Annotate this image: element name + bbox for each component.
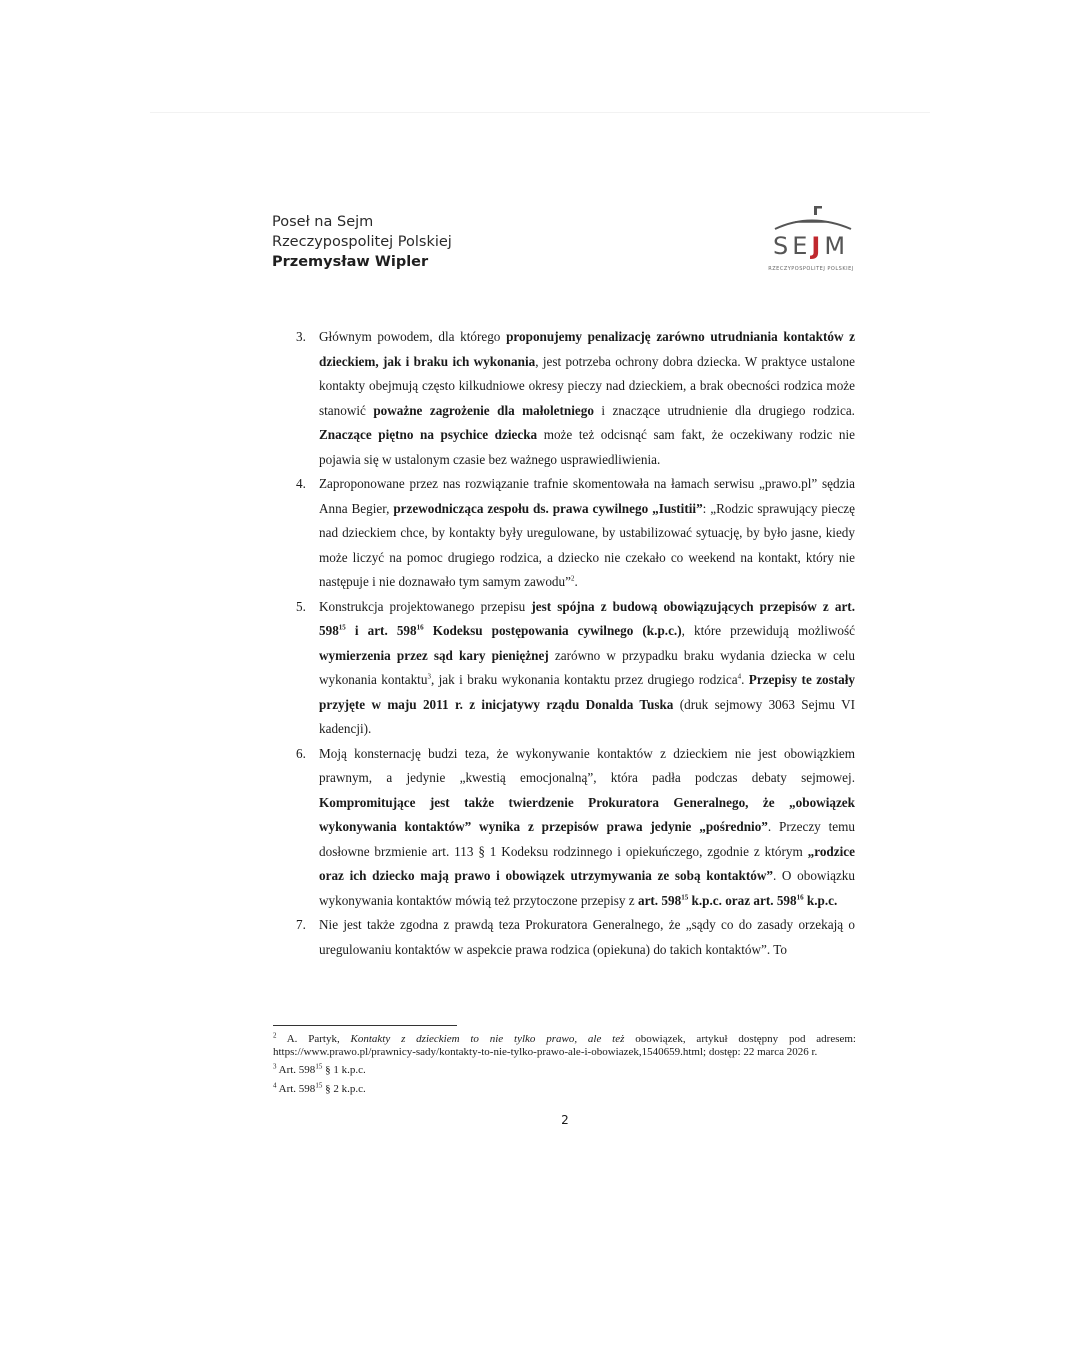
list-item (292, 472, 855, 595)
text-run: proponujemy penalizację zarówno utrudniania kontaktów z dzieckiem, jak i braku ich wykonania (319, 329, 855, 369)
text-run: i art. 598 (345, 623, 417, 638)
logo-letter-m: M (824, 232, 850, 260)
footnote-ref: 15 (315, 1062, 323, 1071)
list-item-number: 7. (296, 917, 306, 932)
footnote-ref: 15 (338, 623, 346, 632)
footnotes (273, 1033, 856, 1101)
text-run: Kodeksu postępowania cywilnego (k.p.c.) (423, 623, 682, 638)
text-run: Kompromitujące jest także twierdzenie Prokuratora Generalnego, że „obowiązek wykonywania kontaktów” wynika z przepisów prawa jedynie „pośrednio” (319, 794, 855, 834)
list-item-text: Konstrukcja projektowanego przepisu jest spójna z budową obowiązujących przepisów z art. $598^{15}$ i art. $598^{16}$ Kodeksu postępowania cywilnego (k.p.c.), które przewidują możliwość wymierzenia przez sąd kary pieniężnej zarówno w przypadku braku wydania dziecka w celu wykonania kontaktu$^3$, jak i braku wykonania kontaktu przez drugiego rodzica$^4$. Przepisy te zostały przyjęte w maju 2011 r. z inicjatywy rządu Donalda Tuska (druk sejmowy 3063 Sejmu VI kadencji). (319, 598, 856, 736)
list-item (292, 325, 855, 472)
letterhead-line-1: Poseł na Sejm (272, 214, 374, 230)
letterhead-name: Przemysław Wipler (272, 254, 429, 270)
numbered-points (292, 325, 855, 962)
footnote-ref: 15 (315, 1080, 323, 1089)
list-item-number: 5. (296, 598, 306, 614)
footnote-ref: 15 (681, 893, 689, 902)
footnote-ref: 16 (796, 893, 804, 902)
text-run: przewodnicząca zespołu ds. prawa cywilnego „Iustitii” (393, 500, 703, 516)
footnote-ref: 3 (427, 672, 431, 681)
text-run: poważne zagrożenie dla małoletniego (373, 402, 594, 418)
letterhead-line-2: Rzeczypospolitej Polskiej (272, 234, 452, 250)
footnote: $^4$ Art. $598^{15}$ § 2 k.p.c. (273, 1080, 366, 1095)
text-run: „rodzice oraz ich dziecko mają prawo i obowiązek utrzymywania ze sobą kontaktów” (319, 843, 855, 883)
list-item-text: Nie jest także zgodna z prawdą teza Prokuratora Generalnego, że „sądy co do zasady orzekają o uregulowaniu kontaktów w aspekcie prawa rodzica (opiekuna) do takich kontaktów”. To (319, 917, 855, 957)
footnote-mark: 4 (273, 1080, 277, 1089)
footnote: $^3$ Art. $598^{15}$ § 1 k.p.c. (273, 1062, 366, 1076)
footnote-separator (273, 1025, 457, 1026)
list-item-number: 3. (296, 329, 306, 344)
list-item-text: Moją konsternację budzi teza, że wykonywanie kontaktów z dzieckiem nie jest obowiązkiem prawnym, a jedynie „kwestią emocjonalną”, która padła podczas debaty sejmowej. Kompromitujące jest także twierdzenie Prokuratora Generalnego, że „obowiązek wykonywania kontaktów” wynika z przepisów prawa jedynie „pośrednio”. Przeczy temu dosłowne brzmienie art. 113 § 1 Kodeksu rodzinnego i opiekuńczego, zgodnie z którym „rodzice oraz ich dziecko mają prawo i obowiązek utrzymywania ze sobą kontaktów”. O obowiązku wykonywania kontaktów mówią też przytoczone przepisy z art. $598^{15}$ k.p.c. oraz art. $598^{16}$ k.p.c. (319, 745, 855, 908)
list-item-text: Zaproponowane przez nas rozwiązanie trafnie skomentowała na łamach serwisu „prawo.pl” sędzia Anna Begier, przewodnicząca zespołu ds. prawa cywilnego „Iustitii”: „Rodzic sprawujący pieczę nad dzieckiem chce, by kontakty były uregulowane, by ustabilizować sytuację, by było jasne, kiedy może liczyć na pomoc drugiego rodzica, a dziecko nie czekało co weekend na kontakt, który nie następuje i nie doznawało tym samym zawodu”$^2$. (319, 476, 856, 589)
list-item (292, 913, 855, 962)
letterhead (272, 212, 452, 272)
footnote-ref: 4 (737, 672, 742, 681)
text-run: Kontakty z dzieckiem to nie tylko prawo, ale też (350, 1033, 625, 1045)
footnote-ref: 16 (416, 623, 424, 632)
list-item-text: Głównym powodem, dla którego proponujemy penalizację zarówno utrudniania kontaktów z dzieckiem, jak i braku ich wykonania, jest potrzeba ochrony dobra dziecka. W praktyce ustalone kontakty obejmują często kilkudniowe okresy pieczy nad dzieckiem, a brak obecności rodzica może stanowić poważne zagrożenie dla małoletniego i znaczące utrudnienie dla drugiego rodzica. Znaczące piętno na psychice dziecka może też odcisnąć sam fakt, że oczekiwany rodzic nie pojawia się w ustalonym czasie bez ważnego usprawiedliwienia. (319, 329, 856, 467)
text-run: wymierzenia przez sąd kary pieniężnej (319, 647, 549, 663)
text-run: k.p.c. oraz art. 598 (688, 892, 797, 908)
page-number: 2 (561, 1113, 569, 1127)
logo-letter-e: E (792, 232, 812, 260)
text-run: Znaczące piętno na psychice dziecka (319, 427, 538, 442)
list-item (292, 595, 855, 742)
text-run: k.p.c. (803, 892, 838, 908)
footnote-mark: 3 (273, 1062, 277, 1071)
text-run: Przepisy te zostały przyjęte w maju 2011 r. z inicjatywy rządu Donalda Tuska (319, 672, 856, 712)
sejm-subtitle: RZECZYPOSPOLITEJ POLSKIEJ (768, 266, 854, 272)
footnote-ref: 2 (570, 574, 575, 583)
scan-edge (150, 112, 930, 113)
logo-letter-j: J (811, 232, 825, 260)
logo-letter-s: S (772, 232, 793, 260)
list-item (292, 742, 855, 914)
sejm-wordmark (765, 232, 857, 260)
text-run: art. 598 (637, 892, 682, 908)
list-item-number: 6. (296, 745, 306, 761)
sejm-dome-icon (765, 204, 857, 234)
sejm-logo (765, 204, 857, 276)
footnote-mark: 2 (273, 1031, 277, 1040)
footnote: $^2$ A. Partyk, Kontakty z dzieckiem to nie tylko prawo, ale też obowiązek, artykuł dostępny pod adresem: https://www.prawo.pl/prawnicy-sady/kontakty-to-nie-tylko-prawo-ale-i-obowiazek,1540659.html; dostęp: 22 marca 2026 r. (273, 1031, 856, 1058)
text-run: jest spójna z budową obowiązujących przepisów z art. 598 (319, 598, 855, 638)
list-item-number: 4. (296, 476, 306, 491)
